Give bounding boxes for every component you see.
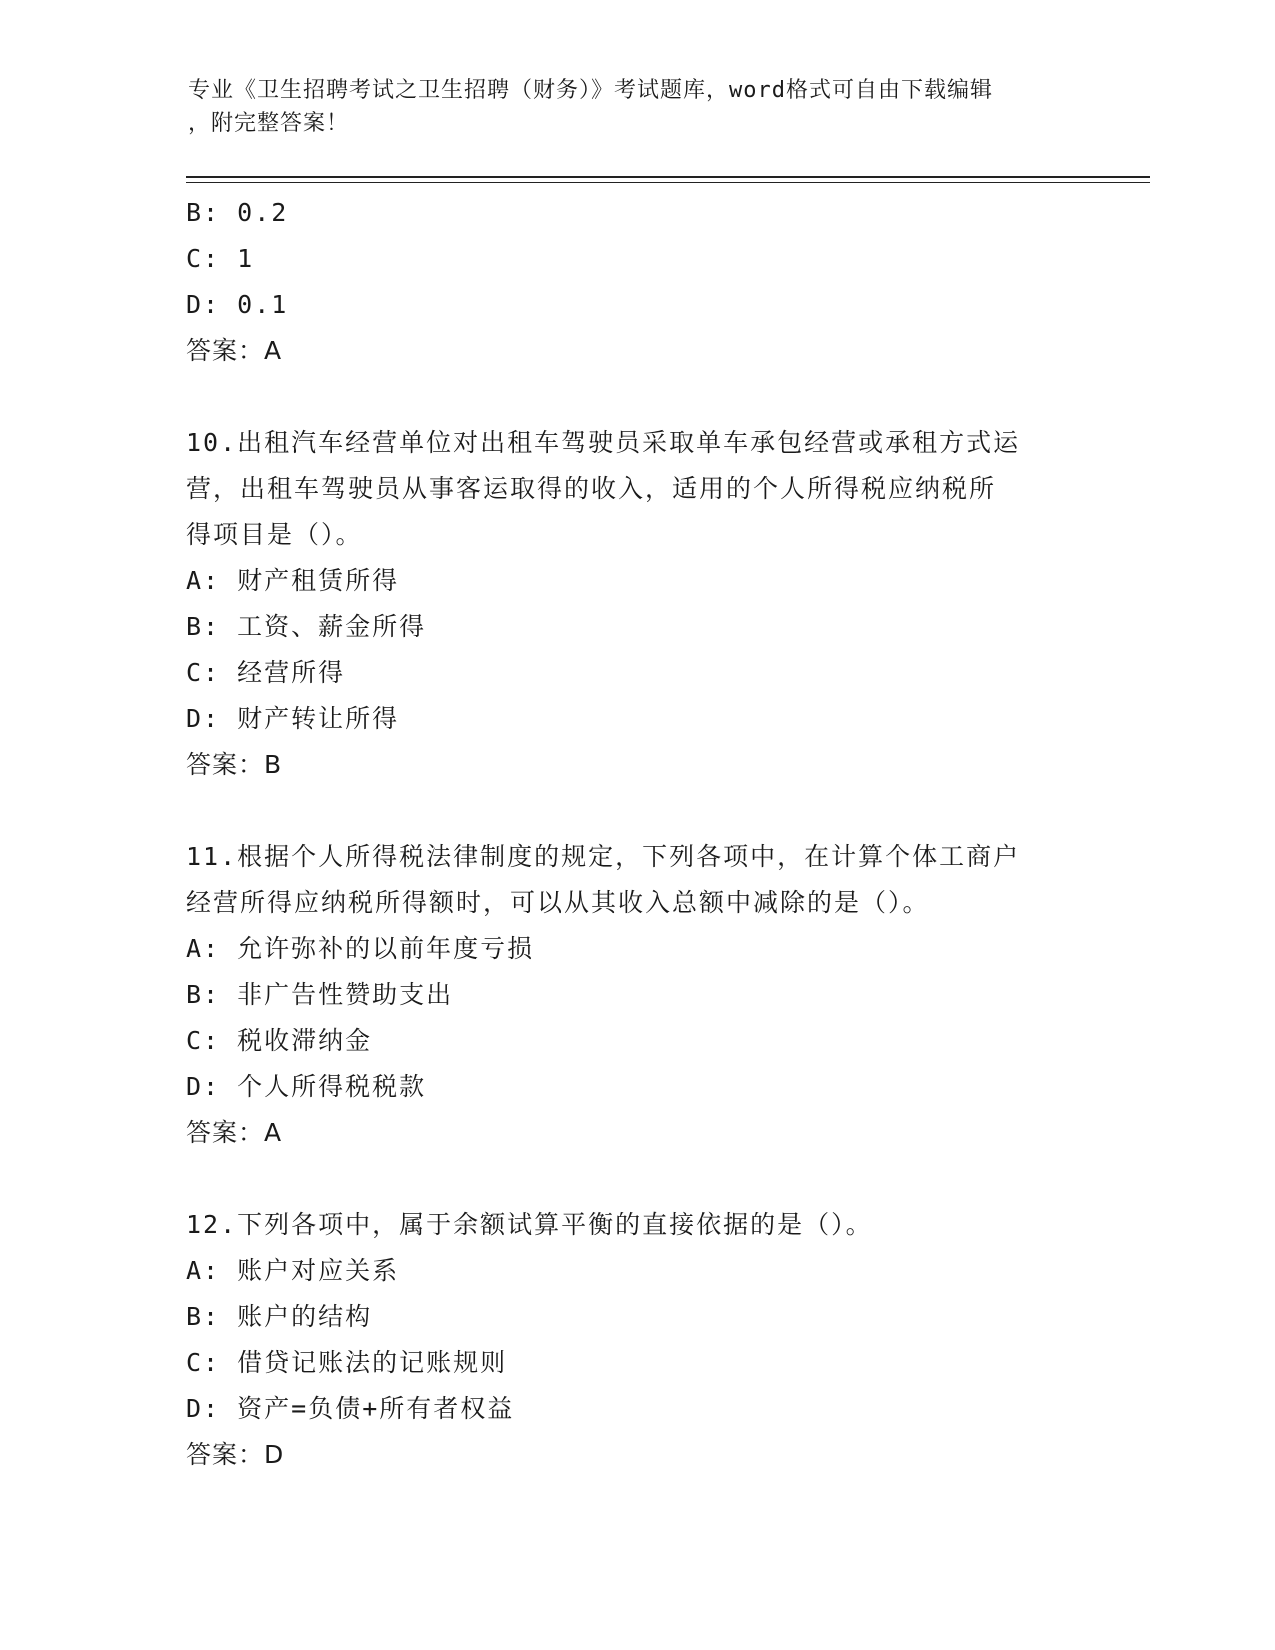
- option-b: B: 非广告性赞助支出: [186, 980, 454, 1009]
- option-d: D: 资产=负债+所有者权益: [186, 1394, 515, 1423]
- answer-line: 答案：A: [186, 336, 283, 365]
- option-b: B: 账户的结构: [186, 1302, 373, 1331]
- option-b: B: 工资、薪金所得: [186, 612, 427, 641]
- option-c: C: 税收滞纳金: [186, 1026, 373, 1055]
- option-c: C: 1: [186, 244, 255, 273]
- option-a: A: 财产租赁所得: [186, 566, 400, 595]
- header-line-2: ，附完整答案！: [188, 111, 350, 136]
- spacer: [186, 1156, 1086, 1202]
- question-block: [186, 190, 1086, 374]
- question-block: [186, 1202, 1086, 1478]
- option-a: A: 账户对应关系: [186, 1256, 400, 1285]
- header-line-1: 专业《卫生招聘考试之卫生招聘（财务）》考试题库，word格式可自由下载编辑: [188, 78, 993, 103]
- question-text-line: 12.下列各项中，属于余额试算平衡的直接依据的是（）。: [186, 1210, 873, 1239]
- question-list: [186, 190, 1086, 1478]
- answer-line: 答案：B: [186, 750, 283, 779]
- spacer: [186, 788, 1086, 834]
- page-header: [188, 74, 1068, 140]
- option-d: D: 0.1: [186, 290, 289, 319]
- spacer: [186, 374, 1086, 420]
- header-divider-thin: [186, 182, 1150, 183]
- question-text-line: 得项目是（）。: [186, 520, 363, 549]
- option-d: D: 个人所得税税款: [186, 1072, 427, 1101]
- question-block: [186, 420, 1086, 788]
- question-text-line: 11.根据个人所得税法律制度的规定，下列各项中，在计算个体工商户: [186, 842, 1021, 871]
- option-a: A: 允许弥补的以前年度亏损: [186, 934, 535, 963]
- header-divider: [186, 176, 1150, 178]
- option-c: C: 经营所得: [186, 658, 346, 687]
- question-text-line: 营，出租车驾驶员从事客运取得的收入，适用的个人所得税应纳税所: [186, 474, 997, 503]
- question-text-line: 10.出租汽车经营单位对出租车驾驶员采取单车承包经营或承租方式运: [186, 428, 1021, 457]
- option-b: B: 0.2: [186, 198, 289, 227]
- question-block: [186, 834, 1086, 1156]
- option-d: D: 财产转让所得: [186, 704, 400, 733]
- answer-line: 答案：A: [186, 1118, 283, 1147]
- answer-line: 答案：D: [186, 1440, 285, 1469]
- question-text-line: 经营所得应纳税所得额时，可以从其收入总额中减除的是（）。: [186, 888, 930, 917]
- option-c: C: 借贷记账法的记账规则: [186, 1348, 508, 1377]
